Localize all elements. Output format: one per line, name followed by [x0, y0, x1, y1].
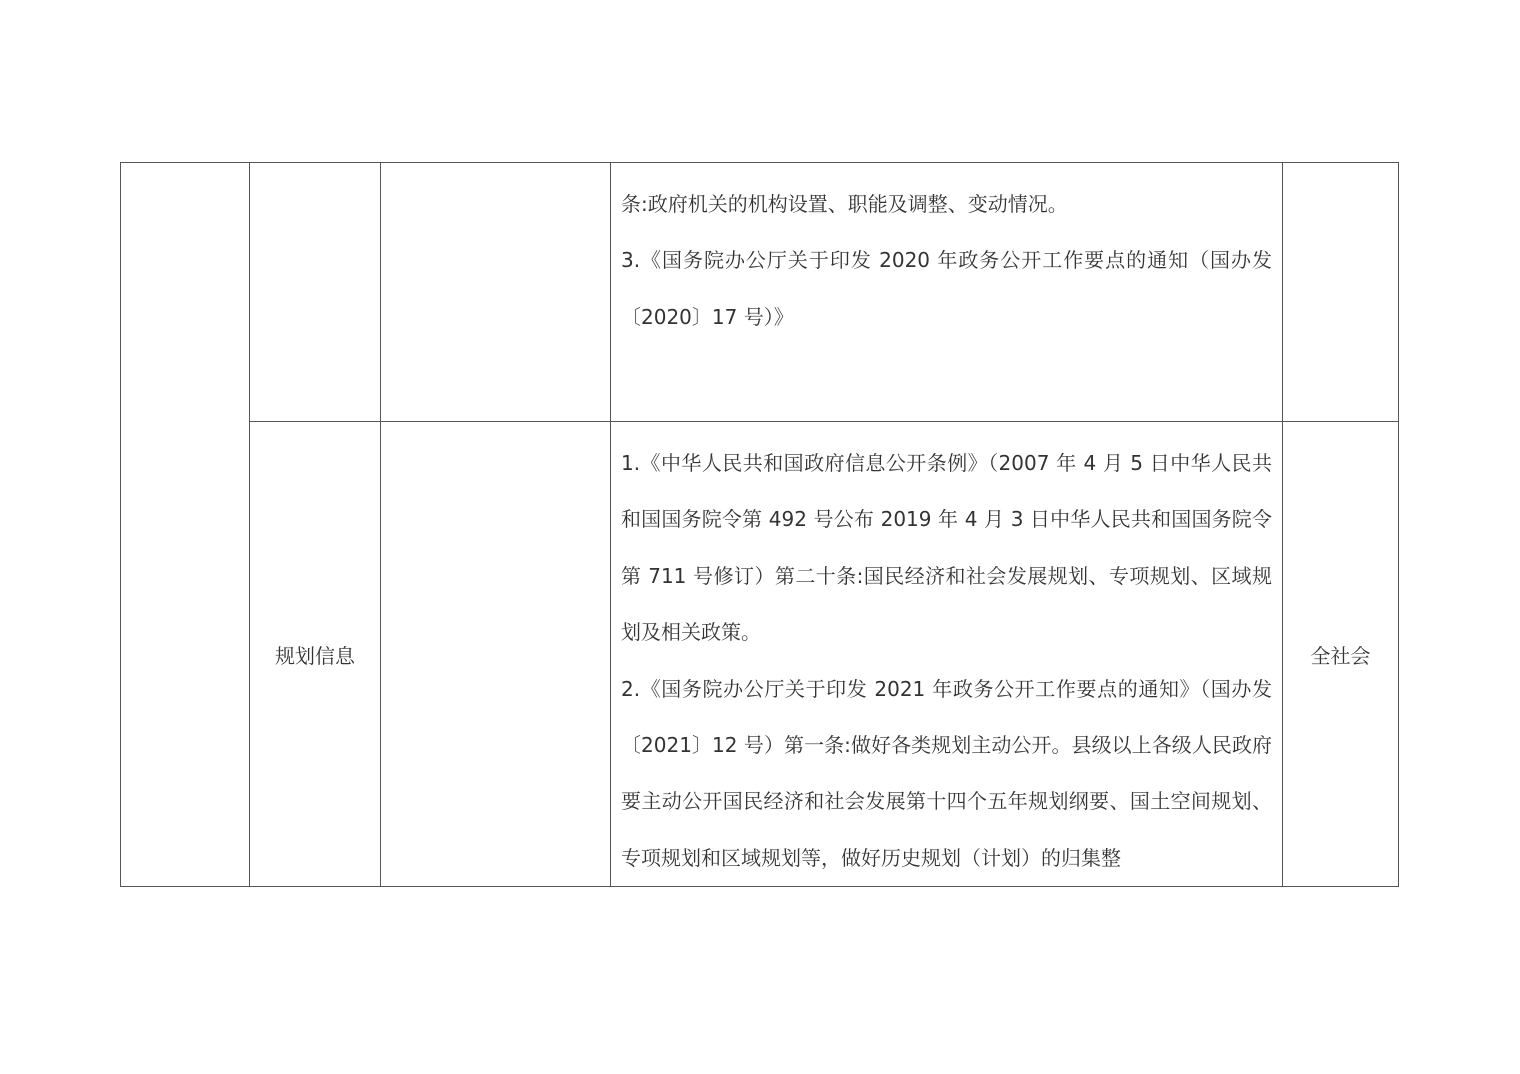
basis-paragraph: 1.《中华人民共和国政府信息公开条例》（2007 年 4 月 5 日中华人民共和国国务院令第 492 号公布 2019 年 4 月 3 日中华人民共和国国务院令第 711 号修订）第二十条:国民经济和社会发展规划、专项规划、区域规划及相关政策。 — [621, 451, 1272, 645]
item-cell: 规划信息 — [250, 422, 381, 887]
table-row — [121, 422, 1399, 887]
basis-text — [611, 163, 1282, 421]
category-cell — [121, 163, 250, 887]
basis-cell — [611, 163, 1283, 422]
scope-cell: 全社会 — [1283, 422, 1399, 887]
basis-paragraph: 3.《国务院办公厅关于印发 2020 年政务公开工作要点的通知（国办发〔2020〕17 号）》 — [621, 248, 1272, 329]
basis-cell — [611, 422, 1283, 887]
table-row — [121, 163, 1399, 422]
content-cell — [381, 163, 611, 422]
disclosure-table — [120, 162, 1399, 887]
basis-paragraph: 2.《国务院办公厅关于印发 2021 年政务公开工作要点的通知》（国办发〔2021〕12 号）第一条:做好各类规划主动公开。县级以上各级人民政府要主动公开国民经济和社会发展第十四个五年规划纲要、国土空间规划、专项规划和区域规划等，做好历史规划（计划）的归集整 — [621, 676, 1272, 870]
basis-paragraph: 条:政府机关的机构设置、职能及调整、变动情况。 — [621, 192, 1068, 216]
basis-text — [611, 422, 1282, 886]
content-cell — [381, 422, 611, 887]
item-cell — [250, 163, 381, 422]
scope-cell — [1283, 163, 1399, 422]
